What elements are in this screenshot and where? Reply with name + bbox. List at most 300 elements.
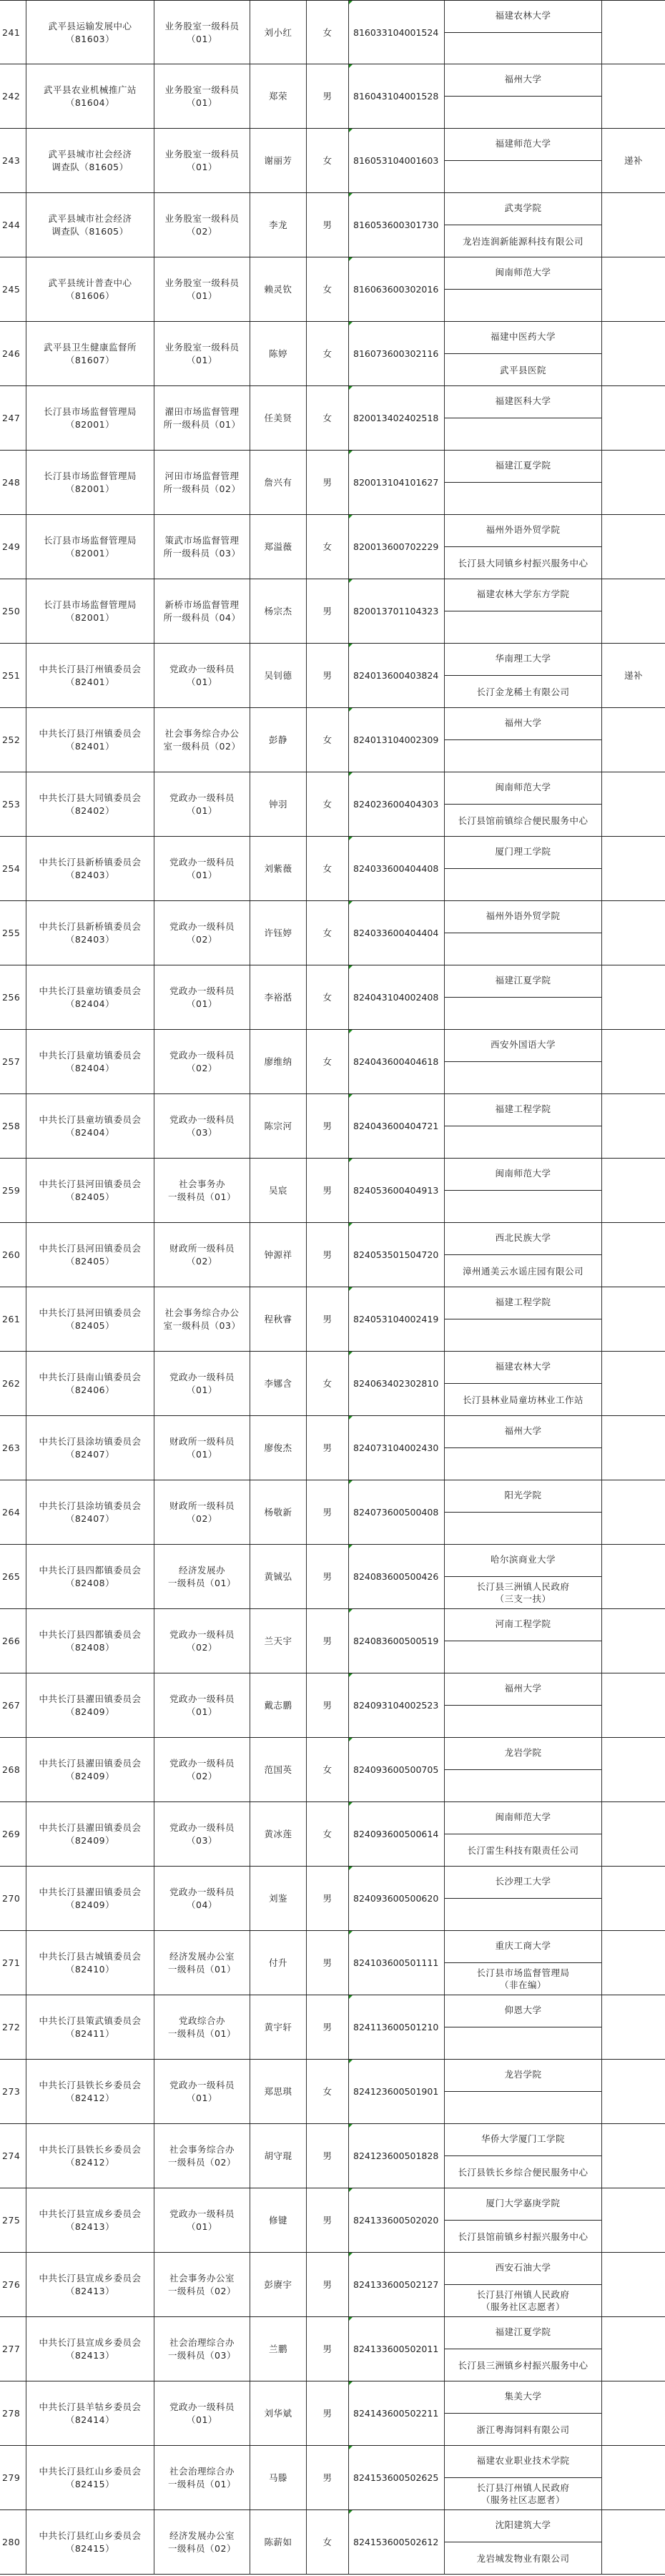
text-format-indicator-icon <box>349 1931 353 1935</box>
exam-number-cell <box>349 386 445 450</box>
recruiting-unit: 中共长汀县大同镇委员会 （82402） <box>26 772 154 836</box>
candidate-name: 詹兴有 <box>250 451 307 514</box>
candidate-name: 杨敬新 <box>250 1480 307 1544</box>
work-unit <box>445 1770 601 1801</box>
work-unit: 武平县医院 <box>499 364 546 375</box>
remark <box>602 386 665 450</box>
exam-number-cell <box>349 1995 445 2059</box>
gender: 男 <box>307 1287 349 1351</box>
row-number: 274 <box>0 2124 26 2188</box>
position-name: 业务股室一级科员 （01） <box>154 64 250 128</box>
text-format-indicator-icon <box>349 1159 353 1162</box>
table-row <box>0 1223 665 1287</box>
school-work-cell <box>445 193 602 257</box>
row-number: 264 <box>0 1480 26 1544</box>
exam-number: 824143600502211 <box>353 2407 439 2419</box>
remark <box>602 1802 665 1866</box>
table-row <box>0 2510 665 2575</box>
remark <box>602 515 665 579</box>
work-unit <box>445 1513 601 1544</box>
table-row <box>0 708 665 772</box>
graduate-school: 闽南师范大学 <box>445 1159 601 1191</box>
gender: 男 <box>307 1094 349 1158</box>
exam-number-cell <box>349 1738 445 1801</box>
text-format-indicator-icon <box>349 1867 353 1870</box>
recruiting-unit: 中共长汀县涂坊镇委员会 （82407） <box>26 1480 154 1544</box>
school-work-cell <box>445 1223 602 1287</box>
recruiting-unit: 中共长汀县汀州镇委员会 （82401） <box>26 708 154 772</box>
gender: 女 <box>307 901 349 965</box>
gender: 男 <box>307 2188 349 2252</box>
exam-number: 824153600502625 <box>353 2472 439 2483</box>
recruiting-unit: 中共长汀县铁长乡委员会 （82412） <box>26 2124 154 2188</box>
school-work-cell <box>445 965 602 1029</box>
work-unit: 长汀县汀州镇人民政府 （服务社区志愿者） <box>476 2289 570 2312</box>
gender: 女 <box>307 257 349 321</box>
position-name: 党政办一级科员 （01） <box>154 2188 250 2252</box>
work-unit: 长汀雷生科技有限责任公司 <box>467 1844 579 1856</box>
candidate-name: 黄宇轩 <box>250 1995 307 2059</box>
exam-number-cell <box>349 1416 445 1480</box>
position-name: 党政办一级科员 （03） <box>154 1802 250 1866</box>
school-work-cell <box>445 129 602 192</box>
gender: 女 <box>307 1 349 64</box>
school-work-cell <box>445 1094 602 1158</box>
gender: 男 <box>307 1480 349 1544</box>
graduate-school: 厦门大学嘉庚学院 <box>445 2188 601 2221</box>
remark <box>602 1 665 64</box>
gender: 男 <box>307 64 349 128</box>
exam-number-cell <box>349 1867 445 1930</box>
exam-number-cell <box>349 2510 445 2574</box>
position-name: 党政综合办 一级科员（01） <box>154 1995 250 2059</box>
table-row <box>0 1931 665 1995</box>
recruiting-unit: 中共长汀县童坊镇委员会 （82404） <box>26 1030 154 1093</box>
text-format-indicator-icon <box>349 901 353 905</box>
school-work-cell <box>445 1609 602 1673</box>
exam-number-cell <box>349 2253 445 2316</box>
table-row <box>0 837 665 901</box>
exam-number: 824093600500705 <box>353 1764 439 1775</box>
candidate-name: 戴志鹏 <box>250 1673 307 1737</box>
gender: 男 <box>307 1931 349 1995</box>
gender: 女 <box>307 386 349 450</box>
recruiting-unit: 武平县运输发展中心 （81603） <box>26 1 154 64</box>
graduate-school: 龙岩学院 <box>445 2060 601 2092</box>
recruiting-unit: 中共长汀县童坊镇委员会 （82404） <box>26 965 154 1029</box>
text-format-indicator-icon <box>349 1352 353 1355</box>
row-number: 266 <box>0 1609 26 1673</box>
exam-number: 824043104002408 <box>353 991 439 1003</box>
gender: 男 <box>307 2317 349 2381</box>
school-work-cell <box>445 837 602 900</box>
exam-number-cell <box>349 257 445 321</box>
position-name: 党政办一级科员 （01） <box>154 1673 250 1737</box>
gender: 男 <box>307 451 349 514</box>
remark <box>602 1030 665 1093</box>
work-unit: 龙岩连润新能源科技有限公司 <box>462 235 583 247</box>
table-row <box>0 0 665 64</box>
text-format-indicator-icon <box>349 1738 353 1741</box>
remark <box>602 2510 665 2574</box>
exam-number: 824063402302810 <box>353 1377 439 1389</box>
text-format-indicator-icon <box>349 2510 353 2514</box>
graduate-school: 闽南师范大学 <box>445 257 601 290</box>
recruiting-unit: 中共长汀县濯田镇委员会 （82409） <box>26 1738 154 1801</box>
school-work-cell <box>445 1480 602 1544</box>
row-number: 248 <box>0 451 26 514</box>
remark <box>602 1931 665 1995</box>
exam-number-cell <box>349 1094 445 1158</box>
gender: 男 <box>307 1995 349 2059</box>
gender: 女 <box>307 1030 349 1093</box>
recruiting-unit: 中共长汀县新桥镇委员会 （82403） <box>26 837 154 900</box>
table-row <box>0 193 665 257</box>
school-work-cell <box>445 322 602 385</box>
school-work-cell <box>445 1030 602 1093</box>
text-format-indicator-icon <box>349 837 353 840</box>
exam-number: 824113600501210 <box>353 2021 439 2032</box>
gender: 女 <box>307 322 349 385</box>
gender: 女 <box>307 129 349 192</box>
position-name: 业务股室一级科员 （01） <box>154 1 250 64</box>
gender: 女 <box>307 2060 349 2123</box>
recruiting-unit: 中共长汀县河田镇委员会 （82405） <box>26 1287 154 1351</box>
text-format-indicator-icon <box>349 451 353 454</box>
graduate-school: 西安外国语大学 <box>445 1030 601 1062</box>
school-work-cell <box>445 1 602 64</box>
position-name: 党政办一级科员 （02） <box>154 1030 250 1093</box>
exam-number-cell <box>349 965 445 1029</box>
row-number: 262 <box>0 1352 26 1415</box>
graduate-school: 福建农林大学 <box>445 1352 601 1384</box>
work-unit <box>445 418 601 450</box>
position-name: 党政办一级科员 （01） <box>154 2381 250 2445</box>
graduate-school: 福建医科大学 <box>445 386 601 418</box>
exam-number: 824103600501111 <box>353 1957 439 1968</box>
candidate-name: 谢丽芳 <box>250 129 307 192</box>
recruiting-unit: 武平县城市社会经济 调查队（81605） <box>26 193 154 257</box>
text-format-indicator-icon <box>349 2253 353 2256</box>
gender: 女 <box>307 2510 349 2574</box>
gender: 男 <box>307 1159 349 1222</box>
remark <box>602 1352 665 1415</box>
school-work-cell <box>445 2381 602 2445</box>
exam-number-cell <box>349 1545 445 1608</box>
text-format-indicator-icon <box>349 965 353 969</box>
exam-number: 824043600404618 <box>353 1056 439 1067</box>
remark <box>602 772 665 836</box>
candidate-name: 郑溢薇 <box>250 515 307 579</box>
candidate-name: 黄铖弘 <box>250 1545 307 1608</box>
table-row <box>0 2188 665 2253</box>
gender: 男 <box>307 2446 349 2509</box>
work-unit <box>445 161 601 192</box>
school-work-cell <box>445 2060 602 2123</box>
exam-number: 824093600500620 <box>353 1892 439 1904</box>
recruiting-unit: 中共长汀县红山乡委员会 （82415） <box>26 2446 154 2509</box>
work-unit: 浙江粤海饲料有限公司 <box>476 2424 570 2435</box>
recruiting-unit: 中共长汀县新桥镇委员会 （82403） <box>26 901 154 965</box>
gender: 男 <box>307 193 349 257</box>
work-unit: 长汀县汀州镇人民政府 （服务社区志愿者） <box>476 2482 570 2505</box>
school-work-cell <box>445 1416 602 1480</box>
candidate-name: 李娜含 <box>250 1352 307 1415</box>
recruiting-unit: 中共长汀县羊牯乡委员会 （82414） <box>26 2381 154 2445</box>
text-format-indicator-icon <box>349 1287 353 1291</box>
exam-number-cell <box>349 1030 445 1093</box>
row-number: 258 <box>0 1094 26 1158</box>
remark <box>602 2124 665 2188</box>
remark <box>602 965 665 1029</box>
recruiting-unit: 中共长汀县铁长乡委员会 （82412） <box>26 2060 154 2123</box>
exam-number: 824083600500519 <box>353 1635 439 1646</box>
remark <box>602 257 665 321</box>
table-row <box>0 1030 665 1094</box>
exam-number: 816073600302116 <box>353 348 439 359</box>
work-unit <box>445 33 601 64</box>
row-number: 252 <box>0 708 26 772</box>
table-row <box>0 129 665 193</box>
remark <box>602 1223 665 1287</box>
candidate-name: 廖俊杰 <box>250 1416 307 1480</box>
row-number: 270 <box>0 1867 26 1930</box>
recruiting-unit: 中共长汀县红山乡委员会 （82415） <box>26 2510 154 2574</box>
remark <box>602 901 665 965</box>
work-unit <box>445 611 601 643</box>
school-work-cell <box>445 901 602 965</box>
candidate-name: 杨宗杰 <box>250 579 307 643</box>
school-work-cell <box>445 2317 602 2381</box>
text-format-indicator-icon <box>349 1609 353 1613</box>
work-unit: 长汀县大同镇乡村振兴服务中心 <box>458 557 588 569</box>
graduate-school: 福州大学 <box>445 708 601 740</box>
row-number: 260 <box>0 1223 26 1287</box>
remark <box>602 579 665 643</box>
school-work-cell <box>445 1352 602 1415</box>
table-row <box>0 1545 665 1609</box>
school-work-cell <box>445 1802 602 1866</box>
exam-number: 820013701104323 <box>353 605 439 616</box>
exam-number: 824133600502020 <box>353 2214 439 2226</box>
exam-number-cell <box>349 1802 445 1866</box>
candidate-name: 刘华斌 <box>250 2381 307 2445</box>
gender: 男 <box>307 644 349 707</box>
table-row <box>0 2124 665 2188</box>
recruiting-unit: 中共长汀县宣成乡委员会 （82413） <box>26 2188 154 2252</box>
row-number: 276 <box>0 2253 26 2316</box>
candidate-name: 钟羽 <box>250 772 307 836</box>
exam-number-cell <box>349 579 445 643</box>
candidate-name: 兰天宇 <box>250 1609 307 1673</box>
position-name: 社会事务综合办公 室一级科员（03） <box>154 1287 250 1351</box>
school-work-cell <box>445 64 602 128</box>
table-row <box>0 1802 665 1867</box>
exam-number: 824133600502127 <box>353 2278 439 2290</box>
gender: 男 <box>307 2124 349 2188</box>
position-name: 业务股室一级科员 （01） <box>154 322 250 385</box>
school-work-cell <box>445 1867 602 1930</box>
exam-number-cell <box>349 901 445 965</box>
exam-number: 824053600404913 <box>353 1184 439 1196</box>
row-number: 255 <box>0 901 26 965</box>
position-name: 濯田市场监督管理 所一级科员（01） <box>154 386 250 450</box>
work-unit <box>445 740 601 772</box>
school-work-cell <box>445 2446 602 2509</box>
exam-number-cell <box>349 451 445 514</box>
position-name: 党政办一级科员 （02） <box>154 1738 250 1801</box>
recruiting-unit: 武平县城市社会经济 调查队（81605） <box>26 129 154 192</box>
exam-number: 824073600500408 <box>353 1506 439 1518</box>
school-work-cell <box>445 2510 602 2574</box>
school-work-cell <box>445 2253 602 2316</box>
row-number: 241 <box>0 1 26 64</box>
row-number: 265 <box>0 1545 26 1608</box>
school-work-cell <box>445 1931 602 1995</box>
exam-number: 824053104002419 <box>353 1313 439 1324</box>
text-format-indicator-icon <box>349 1673 353 1677</box>
row-number: 245 <box>0 257 26 321</box>
exam-number: 824013600403824 <box>353 669 439 681</box>
gender: 男 <box>307 2381 349 2445</box>
graduate-school: 福建工程学院 <box>445 1094 601 1126</box>
remark <box>602 2317 665 2381</box>
remark <box>602 1673 665 1737</box>
recruiting-unit: 长汀县市场监督管理局 （82001） <box>26 515 154 579</box>
text-format-indicator-icon <box>349 2317 353 2321</box>
candidate-name: 吴钊德 <box>250 644 307 707</box>
table-row <box>0 901 665 965</box>
candidate-name: 赖灵钦 <box>250 257 307 321</box>
work-unit <box>445 1062 601 1093</box>
row-number: 279 <box>0 2446 26 2509</box>
row-number: 250 <box>0 579 26 643</box>
exam-number-cell <box>349 1673 445 1737</box>
row-number: 268 <box>0 1738 26 1801</box>
recruiting-unit: 中共长汀县濯田镇委员会 （82409） <box>26 1802 154 1866</box>
row-number: 259 <box>0 1159 26 1222</box>
school-work-cell <box>445 1159 602 1222</box>
graduate-school: 哈尔滨商业大学 <box>445 1545 601 1577</box>
recruiting-unit: 中共长汀县河田镇委员会 （82405） <box>26 1223 154 1287</box>
school-work-cell <box>445 2188 602 2252</box>
school-work-cell <box>445 579 602 643</box>
table-row <box>0 1673 665 1738</box>
recruiting-unit: 武平县卫生健康监督所 （81607） <box>26 322 154 385</box>
school-work-cell <box>445 644 602 707</box>
recruiting-unit: 中共长汀县宣成乡委员会 （82413） <box>26 2253 154 2316</box>
exam-number-cell <box>349 2188 445 2252</box>
position-name: 策武市场监督管理 所一级科员（03） <box>154 515 250 579</box>
position-name: 党政办一级科员 （03） <box>154 1094 250 1158</box>
remark <box>602 64 665 128</box>
recruiting-unit: 武平县统计普查中心 （81606） <box>26 257 154 321</box>
work-unit <box>445 97 601 128</box>
graduate-school: 福建农林大学东方学院 <box>445 579 601 611</box>
recruiting-unit: 武平县农业机械推广站 （81604） <box>26 64 154 128</box>
work-unit: 漳州通美云水谣庄园有限公司 <box>462 1265 583 1277</box>
remark: 递补 <box>624 669 643 681</box>
candidate-name: 程秋睿 <box>250 1287 307 1351</box>
exam-number-cell <box>349 708 445 772</box>
gender: 女 <box>307 772 349 836</box>
text-format-indicator-icon <box>349 1416 353 1420</box>
remark <box>602 1416 665 1480</box>
exam-number-cell <box>349 2060 445 2123</box>
work-unit: 长汀县铁长乡综合便民服务中心 <box>458 2166 588 2178</box>
work-unit <box>445 869 601 900</box>
exam-number-cell <box>349 772 445 836</box>
text-format-indicator-icon <box>349 64 353 68</box>
candidate-name: 陈薪如 <box>250 2510 307 2574</box>
remark <box>602 1545 665 1608</box>
recruiting-unit: 中共长汀县四都镇委员会 （82408） <box>26 1545 154 1608</box>
table-row <box>0 64 665 129</box>
table-row <box>0 257 665 322</box>
work-unit: 长汀县馆前镇乡村振兴服务中心 <box>458 2231 588 2242</box>
graduate-school: 福建农业职业技术学院 <box>445 2446 601 2478</box>
candidate-name: 任美贤 <box>250 386 307 450</box>
position-name: 党政办一级科员 （01） <box>154 772 250 836</box>
table-row <box>0 772 665 837</box>
position-name: 业务股室一级科员 （02） <box>154 193 250 257</box>
candidate-name: 刘鉴 <box>250 1867 307 1930</box>
school-work-cell <box>445 708 602 772</box>
work-unit: 龙岩城发物业有限公司 <box>476 2552 570 2564</box>
table-row <box>0 1995 665 2060</box>
row-number: 243 <box>0 129 26 192</box>
text-format-indicator-icon <box>349 193 353 197</box>
row-number: 253 <box>0 772 26 836</box>
table-row <box>0 965 665 1030</box>
work-unit <box>445 2027 601 2059</box>
gender: 男 <box>307 1545 349 1608</box>
candidate-name: 胡守琨 <box>250 2124 307 2188</box>
remark <box>602 2060 665 2123</box>
exam-number: 816053600301730 <box>353 219 439 230</box>
remark <box>602 2253 665 2316</box>
row-number: 251 <box>0 644 26 707</box>
remark <box>602 322 665 385</box>
work-unit <box>445 2092 601 2123</box>
position-name: 财政所一级科员 （02） <box>154 1480 250 1544</box>
work-unit: 长汀县三洲镇乡村振兴服务中心 <box>458 2359 588 2371</box>
candidate-name: 付升 <box>250 1931 307 1995</box>
position-name: 党政办一级科员 （01） <box>154 837 250 900</box>
graduate-school: 集美大学 <box>445 2381 601 2414</box>
exam-number-cell <box>349 1223 445 1287</box>
recruiting-unit: 中共长汀县童坊镇委员会 （82404） <box>26 1094 154 1158</box>
table-row <box>0 1416 665 1480</box>
exam-number: 824083600500426 <box>353 1570 439 1582</box>
gender: 女 <box>307 837 349 900</box>
graduate-school: 福建师范大学 <box>445 129 601 161</box>
position-name: 经济发展办公室 一级科员（01） <box>154 1931 250 1995</box>
graduate-school: 华侨大学厦门工学院 <box>445 2124 601 2156</box>
exam-number-cell <box>349 2381 445 2445</box>
recruiting-unit: 中共长汀县古城镇委员会 （82410） <box>26 1931 154 1995</box>
school-work-cell <box>445 1673 602 1737</box>
remark <box>602 1159 665 1222</box>
graduate-school: 福建江夏学院 <box>445 2317 601 2349</box>
candidate-name: 吴宸 <box>250 1159 307 1222</box>
graduate-school: 福建农林大学 <box>445 1 601 33</box>
row-number: 249 <box>0 515 26 579</box>
table-row <box>0 1867 665 1931</box>
text-format-indicator-icon <box>349 2188 353 2192</box>
table-row <box>0 1480 665 1545</box>
candidate-name: 郑荣 <box>250 64 307 128</box>
